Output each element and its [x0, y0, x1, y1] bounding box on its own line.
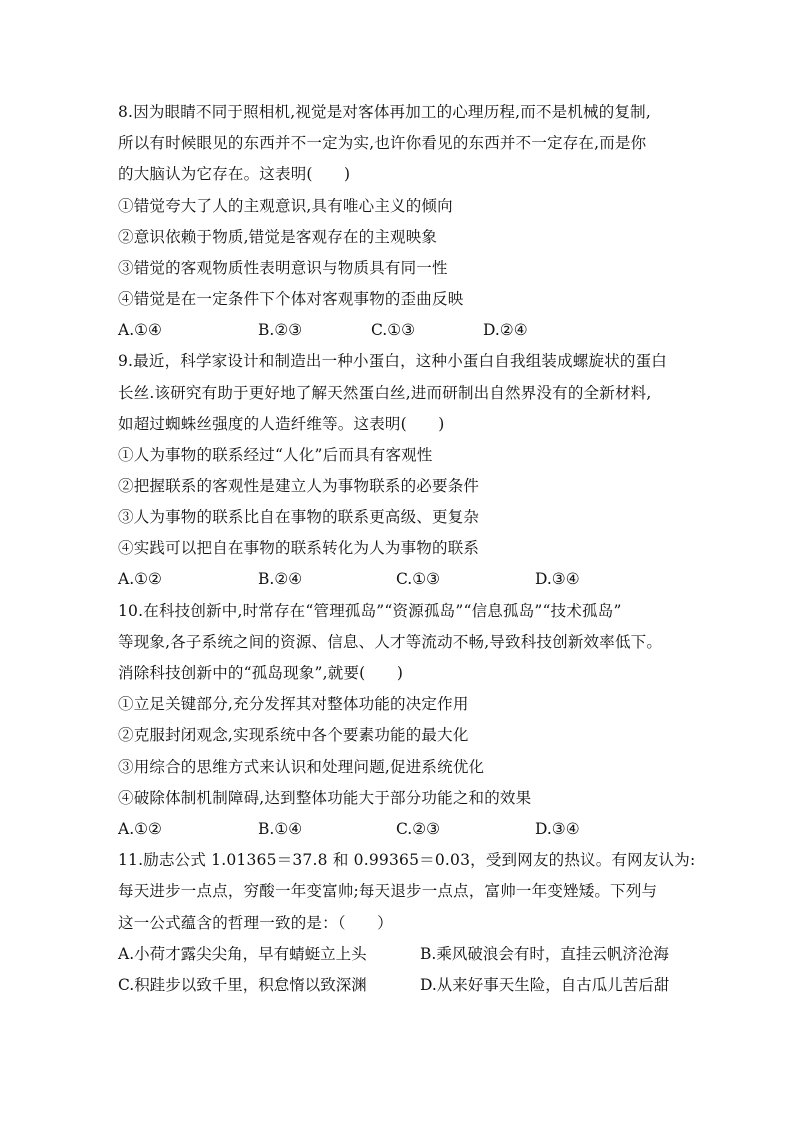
q9-statement-4: ④实践可以把自在事物的联系转化为人为事物的联系 [118, 539, 480, 557]
q11-option-d: D.从来好事天生险，自古瓜儿苦后甜 [420, 976, 670, 994]
q8-statement-4: ④错觉是在一定条件下个体对客观事物的歪曲反映 [118, 290, 464, 308]
q8-statement-3: ③错觉的客观物质性表明意识与物质具有同一性 [118, 259, 448, 277]
q9-stem-line-2: 长丝.该研究有助于更好地了解天然蛋白丝,进而研制出自然界没有的全新材料, [118, 384, 652, 402]
q9-stem-line-1: 9.最近，科学家设计和制造出一种小蛋白，这种小蛋白自我组装成螺旋状的蛋白 [118, 352, 667, 370]
q10-option-a: A.①② [118, 820, 162, 838]
q10-option-d: D.③④ [535, 820, 580, 838]
q8-option-b: B.②③ [258, 321, 303, 339]
q8-statement-1: ①错觉夸大了人的主观意识,具有唯心主义的倾向 [118, 197, 453, 215]
q10-statement-3: ③用综合的思维方式来认识和处理问题,促进系统优化 [118, 758, 485, 776]
q8-statement-2: ②意识依赖于物质,错觉是客观存在的主观映象 [118, 228, 438, 246]
q8-stem-line-1: 8.因为眼睛不同于照相机,视觉是对客体再加工的心理历程,而不是机械的复制, [118, 103, 651, 121]
q11-stem-line-2: 每天进步一点点，穷酸一年变富帅;每天退步一点点，富帅一年变矬矮。下列与 [118, 882, 658, 900]
q9-option-b: B.②④ [258, 570, 303, 588]
q10-statement-1: ①立足关键部分,充分发挥其对整体功能的决定作用 [118, 695, 469, 713]
q10-statement-2: ②克服封闭观念,实现系统中各个要素功能的最大化 [118, 726, 469, 744]
q8-option-a: A.①④ [118, 321, 162, 339]
q9-statement-2: ②把握联系的客观性是建立人为事物联系的必要条件 [118, 477, 480, 495]
q9-statement-1: ①人为事物的联系经过“人化”后而具有客观性 [118, 446, 433, 464]
q10-stem-line-2: 等现象,各子系统之间的资源、信息、人才等流动不畅,导致科技创新效率低下。 [118, 633, 663, 651]
q11-stem-line-1: 11.励志公式 1.01365＝37.8 和 0.99365＝0.03，受到网友的热议。有网友认为: [118, 851, 696, 869]
q11-option-c: C.积跬步以致千里，积怠惰以致深渊 [118, 976, 367, 994]
q10-statement-4: ④破除体制机制障碍,达到整体功能大于部分功能之和的效果 [118, 789, 532, 807]
q11-option-b: B.乘风破浪会有时，直挂云帆济沧海 [420, 945, 669, 963]
q8-stem-line-2: 所以有时候眼见的东西并不一定为实,也许你看见的东西并不一定存在,而是你 [118, 134, 647, 152]
q10-stem-line-1: 10.在科技创新中,时常存在“管理孤岛”“资源孤岛”“信息孤岛”“技术孤岛” [118, 602, 622, 620]
q8-option-c: C.①③ [371, 321, 416, 339]
q11-option-a: A.小荷才露尖尖角，早有蜻蜓立上头 [118, 945, 367, 963]
q9-option-c: C.①③ [396, 570, 441, 588]
q9-option-d: D.③④ [535, 570, 580, 588]
q11-stem-line-3: 这一公式蕴含的哲理一致的是：（ ） [118, 914, 393, 932]
q8-stem-line-3: 的大脑认为它存在。这表明( ) [118, 165, 351, 183]
q8-option-d: D.②④ [483, 321, 528, 339]
q9-stem-line-3: 如超过蜘蛛丝强度的人造纤维等。这表明( ) [118, 415, 445, 433]
q10-option-b: B.①④ [258, 820, 303, 838]
q9-option-a: A.①② [118, 570, 162, 588]
q9-statement-3: ③人为事物的联系比自在事物的联系更高级、更复杂 [118, 508, 480, 526]
q10-stem-line-3: 消除科技创新中的“孤岛现象”,就要( ) [118, 664, 404, 682]
q10-option-c: C.②③ [396, 820, 441, 838]
